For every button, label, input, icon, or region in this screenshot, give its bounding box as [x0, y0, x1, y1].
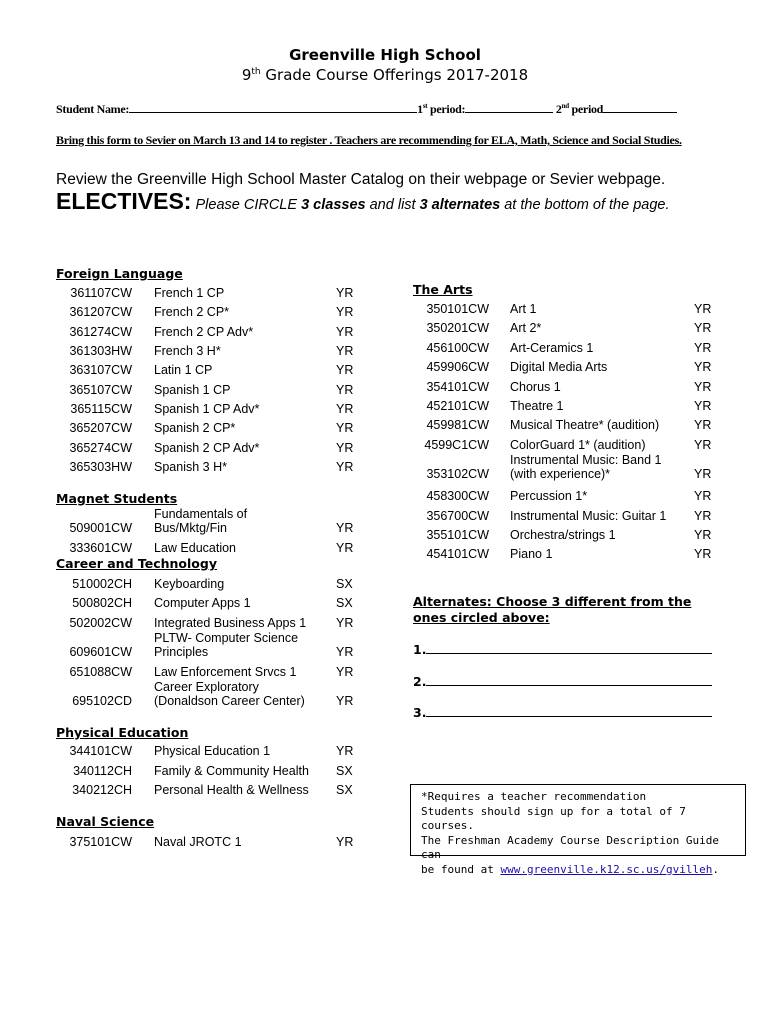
course-code: 365107CW [69, 383, 132, 397]
course-name: Law Education [154, 541, 237, 555]
course-name: Latin 1 CP [154, 363, 213, 377]
course-name: Spanish 1 CP Adv* [154, 402, 260, 416]
course-code: 4599C1CW [424, 438, 489, 452]
course-code: 354101CW [426, 380, 489, 394]
course-name: French 3 H* [154, 344, 221, 358]
course-term: YR [336, 305, 354, 319]
course-code: 510002CH [72, 577, 132, 591]
course-name: Art-Ceramics 1 [510, 341, 594, 355]
course-term: YR [694, 418, 712, 432]
course-code: 365274CW [69, 441, 132, 455]
course-code: 459906CW [426, 360, 489, 374]
course-name: Integrated Business Apps 1 [154, 616, 307, 630]
course-code: 695102CD [72, 694, 132, 708]
section-magnet-students: Magnet Students [56, 491, 178, 506]
note-line-3: The Freshman Academy Course Description Guide can [421, 833, 720, 861]
course-code: 333601CW [69, 541, 132, 555]
course-term: YR [336, 645, 354, 659]
course-term: YR [694, 380, 712, 394]
instructions: Bring this form to Sevier on March 13 and 14 to register . Teachers are recommending for ELA, Math, Science and Social Studies. [56, 133, 682, 147]
course-name: Family & Community Health [154, 764, 309, 778]
course-code: 361303HW [69, 344, 132, 358]
course-code: 509001CW [69, 521, 132, 535]
course-code: 651088CW [69, 665, 132, 679]
course-term: YR [694, 509, 712, 523]
course-term: YR [336, 383, 354, 397]
section-career-technology: Career and Technology [56, 556, 217, 571]
course-code: 452101CW [426, 399, 489, 413]
course-name: French 2 CP Adv* [154, 325, 254, 339]
page-title: Greenville High School [289, 46, 481, 64]
course-term: YR [694, 399, 712, 413]
course-name: Musical Theatre* (audition) [510, 418, 660, 432]
second-period-field[interactable] [603, 101, 677, 113]
course-term: YR [336, 363, 354, 377]
course-name: Naval JROTC 1 [154, 835, 242, 849]
course-name: Computer Apps 1 [154, 596, 251, 610]
course-name: Orchestra/strings 1 [510, 528, 616, 542]
course-code: 356700CW [426, 509, 489, 523]
course-name: Spanish 2 CP Adv* [154, 441, 260, 455]
course-code: 344101CW [69, 744, 132, 758]
course-term: SX [336, 764, 353, 778]
course-term: YR [694, 302, 712, 316]
course-name: Personal Health & Wellness [154, 783, 309, 797]
course-term: YR [694, 528, 712, 542]
course-name: Fundamentals of Bus/Mktg/Fin [154, 507, 248, 535]
course-code: 456100CW [426, 341, 489, 355]
course-name: Keyboarding [154, 577, 225, 591]
alternate-line-3[interactable]: 3. [413, 704, 712, 720]
course-name: Digital Media Arts [510, 360, 608, 374]
course-code: 365115CW [70, 402, 132, 416]
section-physical-education: Physical Education [56, 725, 189, 740]
course-code: 365303HW [69, 460, 132, 474]
course-code: 350201CW [426, 321, 489, 335]
course-term: YR [336, 835, 354, 849]
course-code: 459981CW [426, 418, 489, 432]
course-name: Instrumental Music: Band 1 (with experience)* [510, 453, 662, 481]
note-line-1: *Requires a teacher recommendation [421, 790, 647, 803]
course-term: YR [336, 344, 354, 358]
course-code: 609601CW [69, 645, 132, 659]
course-code: 363107CW [69, 363, 132, 377]
course-term: YR [694, 321, 712, 335]
course-name: Theatre 1 [510, 399, 564, 413]
course-term: YR [694, 489, 712, 503]
first-period-label: period: [427, 102, 466, 116]
course-name: French 2 CP* [154, 305, 230, 319]
course-term: SX [336, 577, 353, 591]
course-term: YR [336, 286, 354, 300]
course-term: YR [694, 467, 712, 481]
course-name: Career Exploratory (Donaldson Career Center) [154, 680, 305, 708]
electives-line: ELECTIVES: Please CIRCLE 3 classes and list 3 alternates at the bottom of the page. [56, 188, 670, 214]
alternate-line-1[interactable]: 1. [413, 641, 712, 657]
course-code: 500802CH [72, 596, 132, 610]
course-name: Spanish 2 CP* [154, 421, 236, 435]
course-name: Spanish 1 CP [154, 383, 231, 397]
course-term: YR [694, 360, 712, 374]
course-code: 340212CH [72, 783, 132, 797]
course-name: Instrumental Music: Guitar 1 [510, 509, 667, 523]
student-name-label: Student Name: [56, 102, 130, 116]
course-name: Piano 1 [510, 547, 553, 561]
course-code: 340112CH [73, 764, 132, 778]
course-name: Spanish 3 H* [154, 460, 227, 474]
course-term: SX [336, 596, 353, 610]
course-code: 365207CW [69, 421, 132, 435]
course-code: 353102CW [426, 467, 489, 481]
student-info-line: Student Name: 1st period: 2nd period [56, 101, 677, 117]
section-naval-science: Naval Science [56, 814, 155, 829]
course-term: YR [336, 541, 354, 555]
course-term: YR [336, 441, 354, 455]
section-foreign-language: Foreign Language [56, 266, 183, 281]
course-code: 375101CW [69, 835, 132, 849]
course-code: 361207CW [69, 305, 132, 319]
alternates-heading: Alternates: Choose 3 different from the ones circled above: [413, 594, 692, 625]
course-term: YR [336, 694, 354, 708]
course-code: 361274CW [69, 325, 132, 339]
first-period-field[interactable] [465, 101, 553, 113]
page-subtitle: 9th Grade Course Offerings 2017-2018 [241, 66, 529, 84]
course-name: French 1 CP [154, 286, 225, 300]
course-term: YR [336, 744, 354, 758]
course-name: ColorGuard 1* (audition) [510, 438, 646, 452]
course-name: Chorus 1 [510, 380, 561, 394]
course-name: Physical Education 1 [154, 744, 271, 758]
course-code: 454101CW [426, 547, 489, 561]
course-code: 350101CW [426, 302, 489, 316]
guide-link[interactable]: www.greenville.k12.sc.us/gvilleh [500, 862, 713, 876]
course-code: 355101CW [426, 528, 489, 542]
course-name: PLTW- Computer Science Principles [154, 631, 299, 659]
course-name: Law Enforcement Srvcs 1 [154, 665, 297, 679]
course-name: Percussion 1* [510, 489, 588, 503]
course-term: YR [336, 325, 354, 339]
second-period-label: period [568, 102, 604, 116]
note-line-2: Students should sign up for a total of 7 courses. [421, 804, 686, 832]
student-name-field[interactable] [129, 101, 417, 113]
review-text: Review the Greenville High School Master Catalog on their webpage or Sevier webpage. [56, 171, 666, 188]
note-box [410, 784, 746, 876]
course-term: YR [336, 665, 354, 679]
section-the-arts: The Arts [413, 282, 473, 297]
course-term: YR [694, 547, 712, 561]
course-term: YR [694, 438, 712, 452]
course-name: Art 1 [510, 302, 537, 316]
course-name: Art 2* [510, 321, 542, 335]
course-term: YR [336, 460, 354, 474]
course-code: 458300CW [426, 489, 489, 503]
course-code: 502002CW [69, 616, 132, 630]
course-term: SX [336, 783, 353, 797]
course-term: YR [336, 616, 354, 630]
course-term: YR [336, 402, 354, 416]
course-term: YR [336, 421, 354, 435]
alternate-line-2[interactable]: 2. [413, 673, 712, 689]
note-line-4: be found at www.greenville.k12.sc.us/gvilleh. [421, 862, 720, 876]
course-term: YR [694, 341, 712, 355]
electives-heading: ELECTIVES: [56, 188, 192, 214]
course-term: YR [336, 521, 354, 535]
course-code: 361107CW [70, 286, 132, 300]
